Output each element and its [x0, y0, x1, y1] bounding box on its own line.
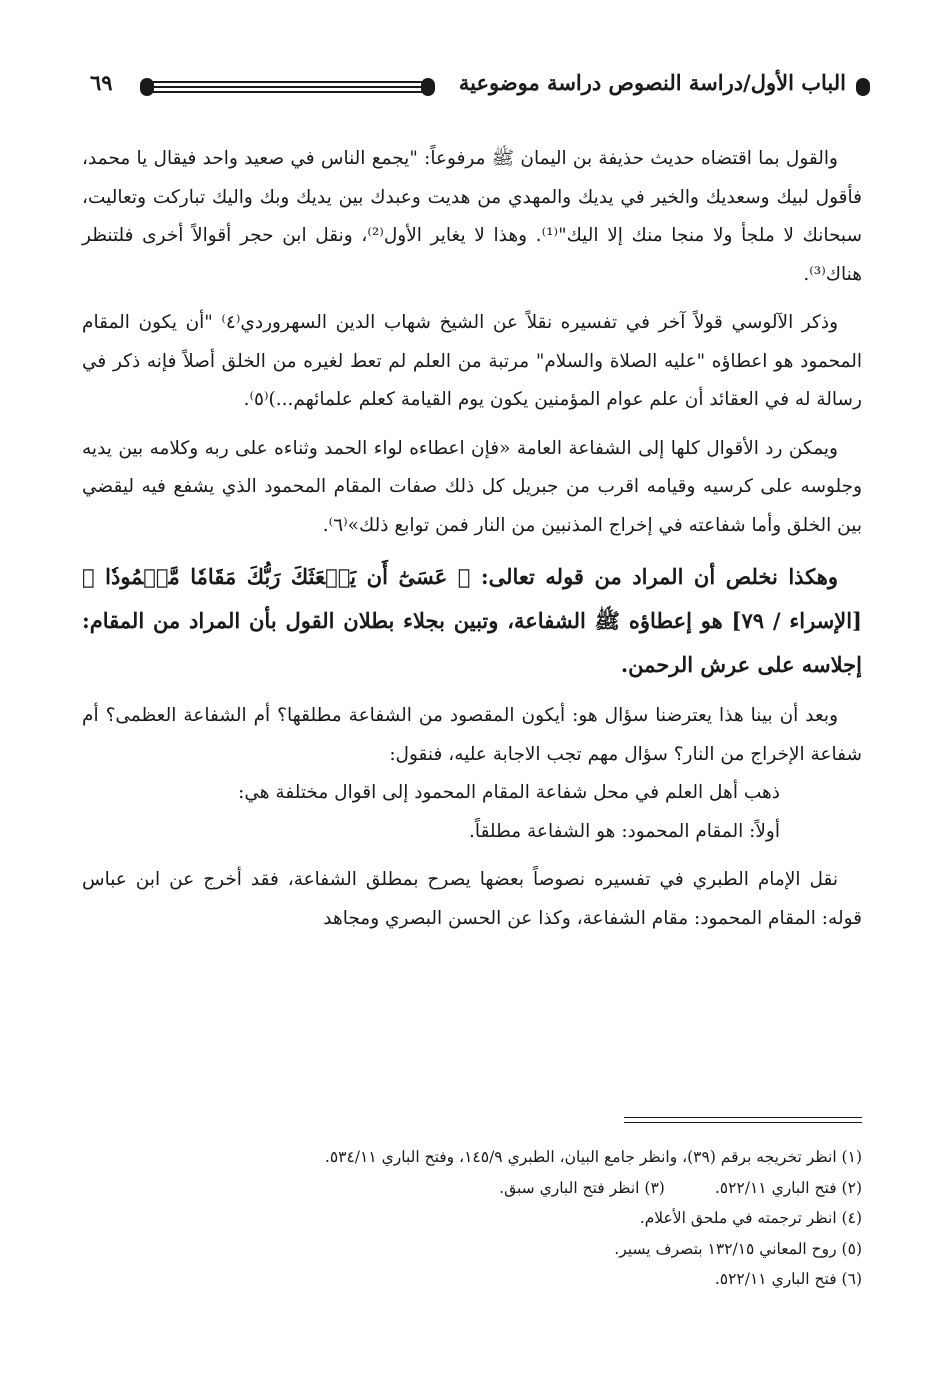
paragraph-7: نقل الإمام الطبري في تفسيره نصوصاً بعضها يصرح بمطلق الشفاعة، فقد أخرج عن ابن عباس قوله: المقام المحمود: مقام الشفاعة، وكذا عن الحسن البصري ومجاهد [82, 869, 862, 929]
footnote-6: (٦) فتح الباري ٥٢٢/١١. [714, 1270, 862, 1288]
footnote-separator [624, 1117, 862, 1123]
page-number: ٦٩ [90, 70, 113, 95]
footnote-2: (٢) فتح الباري ٥٢٢/١١. [714, 1178, 862, 1197]
main-text [82, 140, 862, 938]
header-ornament-end [852, 78, 870, 96]
conclusion-paragraph: وهكذا نخلص أن المراد من قوله تعالى: ﴿ عَسَىٰٓ أَن يَبۡعَثَكَ رَبُّكَ مَقَامٗا مَّحۡمُودٗا ﴾ [الإسراء / ٧٩] هو إعطاؤه ﷺ الشفاعة، وتبين بجلاء بطلان القول بأن المراد من المقام: إجلاسه على عرش الرحمن. [82, 564, 862, 677]
running-header [90, 66, 870, 106]
paragraph-1: والقول بما اقتضاه حديث حذيفة بن اليمان ﷺ مرفوعاً: "يجمع الناس في صعيد واحد فيقال يا محمد، فأقول لبيك وسعديك والخير في يديك والمهدي من هديت وعبدك بين يديك وبك واليك تباركت وتعاليت، سبحانك لا ملجأ ولا منجا منك إلا اليك"⁽¹⁾. وهذا لا يغاير الأول⁽²⁾، ونقل ابن حجر أقوالاً أخرى فلتنظر هناك⁽³⁾. [82, 148, 863, 285]
paragraph-5: ذهب أهل العلم في محل شفاعة المقام المحمود إلى اقوال مختلفة هي: [238, 782, 780, 803]
footnote-3: (٣) انظر فتح الباري سبق. [499, 1178, 665, 1197]
footnote-5: (٥) روح المعاني ١٣٢/١٥ بتصرف يسير. [614, 1239, 862, 1258]
chapter-title: الباب الأول/دراسة النصوص دراسة موضوعية [458, 70, 846, 95]
paragraph-6: أولاً: المقام المحمود: هو الشفاعة مطلقاً. [469, 820, 780, 842]
footnote-row-2-3 [162, 1173, 862, 1204]
footnote-4: (٤) انظر ترجمته في ملحق الأعلام. [639, 1209, 862, 1227]
footnote-1: (١) انظر تخريجه برقم (٣٩)، وانظر جامع البيان، الطبري ١٤٥/٩، وفتح الباري ٥٣٤/١١. [324, 1148, 862, 1166]
paragraph-2: وذكر الآلوسي قولاً آخر في تفسيره نقلاً عن الشيخ شهاب الدين السهروردي⁽٤⁾ "أن يكون المقام المحمود هو اعطاؤه "عليه الصلاة والسلام" مرتبة من العلم لم تعط لغيره من الخلق أصلاً فإنه ذكر في رسالة له في العقائد أن علم عوام المؤمنين يكون يوم القيامة كعلم علمائهم...)⁽٥⁾. [82, 312, 862, 410]
footnotes [162, 1142, 862, 1295]
paragraph-4: وبعد أن بينا هذا يعترضنا سؤال هو: أيكون المقصود من الشفاعة مطلقها؟ أم الشفاعة العظمى؟ أم شفاعة الإخراج من النار؟ سؤال مهم تجب الاجابة عليه، فنقول: [82, 705, 862, 765]
paragraph-3: ويمكن رد الأقوال كلها إلى الشفاعة العامة «فإن اعطاءه لواء الحمد وثناءه على ربه وكلامه بين يديه وجلوسه على كرسيه وقيامه اقرب من جبريل كل ذلك صفات المقام المحمود الذي يشفع فيه ليقضي بين الخلق وأما شفاعته في إخراج المذنبين من النار فمن توابع ذلك»⁽٦⁾. [82, 437, 862, 536]
header-ornament [140, 78, 435, 96]
